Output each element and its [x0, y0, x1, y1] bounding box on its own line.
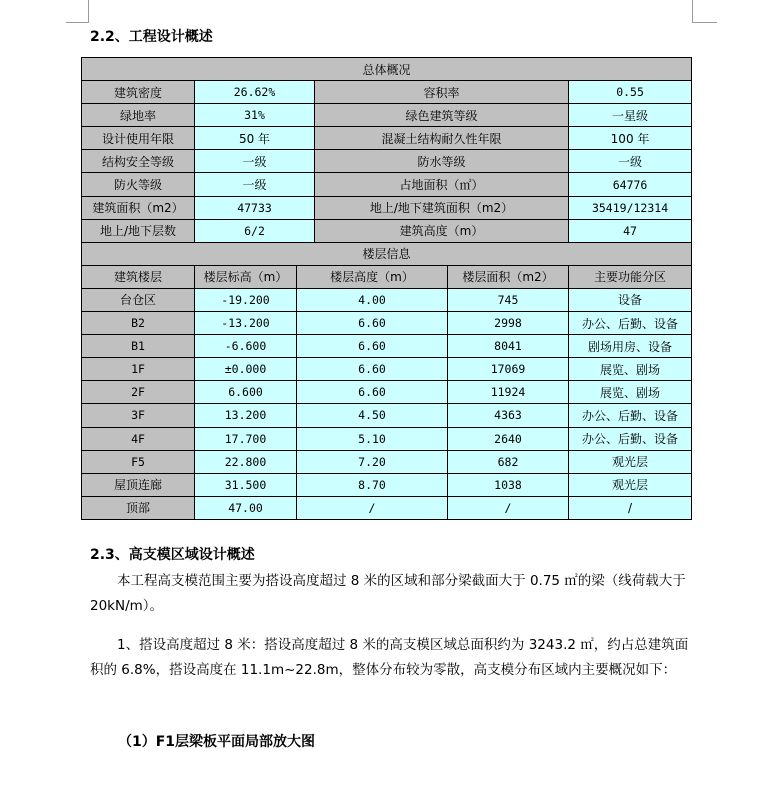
overview-label: 绿地率 — [82, 104, 195, 127]
floor-row — [82, 427, 692, 450]
floor-cell: 13.200 — [195, 404, 297, 427]
floor-cell: 4363 — [448, 404, 569, 427]
floor-cell: 11924 — [448, 381, 569, 404]
section-heading-design-overview: 2.2、工程设计概述 — [90, 29, 213, 45]
subheading-f1-plan: （1）F1层梁板平面局部放大图 — [118, 734, 316, 750]
floor-cell: 2F — [82, 381, 195, 404]
floor-cell: 4F — [82, 427, 195, 450]
overview-row — [82, 173, 692, 196]
page-corner-mark-left — [66, 0, 89, 23]
overview-label: 建筑面积（m2） — [82, 196, 195, 219]
floor-cell: ±0.000 — [195, 358, 297, 381]
floor-cell: 6.60 — [297, 335, 448, 358]
overview-row — [82, 219, 692, 242]
floor-cell: 6.600 — [195, 381, 297, 404]
overview-value: 50 年 — [195, 127, 315, 150]
overview-value: 100 年 — [569, 127, 692, 150]
floor-cell: B2 — [82, 312, 195, 335]
floor-cell: 台仓区 — [82, 288, 195, 311]
overview-value: 26.62% — [195, 81, 315, 104]
floor-cell: 4.50 — [297, 404, 448, 427]
floor-cell: 观光层 — [569, 450, 692, 473]
project-spec-table — [81, 57, 692, 520]
floor-cell: B1 — [82, 335, 195, 358]
floor-cell: 展览、剧场 — [569, 358, 692, 381]
floor-row — [82, 381, 692, 404]
floor-cell: F5 — [82, 450, 195, 473]
floor-cell: 5.10 — [297, 427, 448, 450]
floor-cell: 6.60 — [297, 381, 448, 404]
floor-row — [82, 358, 692, 381]
body-paragraph: 本工程高支模范围主要为搭设高度超过 8 米的区域和部分梁截面大于 0.75 ㎡的梁（线荷载大于 20kN/m）。 — [90, 573, 686, 614]
floor-cell: / — [297, 496, 448, 519]
overview-value: 64776 — [569, 173, 692, 196]
overview-row — [82, 81, 692, 104]
overview-label: 容积率 — [315, 81, 569, 104]
overview-value: 47 — [569, 219, 692, 242]
floor-cell: 办公、后勤、设备 — [569, 404, 692, 427]
floor-cell: 6.60 — [297, 312, 448, 335]
overview-label: 建筑高度（m） — [315, 219, 569, 242]
floor-cell: 屋顶连廊 — [82, 473, 195, 496]
floor-cell: 8.70 — [297, 473, 448, 496]
floor-cell: 办公、后勤、设备 — [569, 312, 692, 335]
floor-cell: 剧场用房、设备 — [569, 335, 692, 358]
floor-row — [82, 404, 692, 427]
floor-cell: 22.800 — [195, 450, 297, 473]
overview-value: 一级 — [195, 150, 315, 173]
overview-value: 一星级 — [569, 104, 692, 127]
floor-cell: 8041 — [448, 335, 569, 358]
floor-cell: / — [448, 496, 569, 519]
floor-cell: -19.200 — [195, 288, 297, 311]
floors-column-header: 建筑楼层 — [82, 265, 195, 288]
overview-label: 防水等级 — [315, 150, 569, 173]
floor-row — [82, 312, 692, 335]
overview-label: 占地面积（㎡） — [315, 173, 569, 196]
overview-label: 建筑密度 — [82, 81, 195, 104]
floor-cell: 顶部 — [82, 496, 195, 519]
overview-title: 总体概况 — [82, 58, 692, 81]
floor-cell: 4.00 — [297, 288, 448, 311]
floor-cell: / — [569, 496, 692, 519]
floor-cell: 设备 — [569, 288, 692, 311]
overview-label: 防火等级 — [82, 173, 195, 196]
overview-label: 地上/地下层数 — [82, 219, 195, 242]
overview-label: 设计使用年限 — [82, 127, 195, 150]
overview-label: 地上/地下建筑面积（m2） — [315, 196, 569, 219]
floor-cell: 17.700 — [195, 427, 297, 450]
overview-value: 0.55 — [569, 81, 692, 104]
overview-value: 47733 — [195, 196, 315, 219]
overview-row — [82, 104, 692, 127]
floors-column-header: 楼层标高（m） — [195, 265, 297, 288]
overview-label: 绿色建筑等级 — [315, 104, 569, 127]
floor-cell: 47.00 — [195, 496, 297, 519]
floor-cell: 观光层 — [569, 473, 692, 496]
floor-cell: 3F — [82, 404, 195, 427]
floors-column-header: 主要功能分区 — [569, 265, 692, 288]
overview-row — [82, 127, 692, 150]
overview-row — [82, 150, 692, 173]
overview-label: 结构安全等级 — [82, 150, 195, 173]
overview-value: 6/2 — [195, 219, 315, 242]
floor-cell: 682 — [448, 450, 569, 473]
floor-cell: -6.600 — [195, 335, 297, 358]
floor-cell: 1038 — [448, 473, 569, 496]
floor-row — [82, 335, 692, 358]
floor-cell: 6.60 — [297, 358, 448, 381]
floor-cell: 2998 — [448, 312, 569, 335]
floors-column-header: 楼层面积（m2） — [448, 265, 569, 288]
overview-value: 一级 — [569, 150, 692, 173]
overview-label: 混凝土结构耐久性年限 — [315, 127, 569, 150]
floor-cell: 745 — [448, 288, 569, 311]
overview-value: 一级 — [195, 173, 315, 196]
floors-column-header: 楼层高度（m） — [297, 265, 448, 288]
overview-value: 35419/12314 — [569, 196, 692, 219]
floor-cell: 31.500 — [195, 473, 297, 496]
body-paragraph: 1、搭设高度超过 8 米：搭设高度超过 8 米的高支模区域总面积约为 3243.2 ㎡，约占总建筑面积的 6.8%，搭设高度在 11.1m~22.8m，整体分布较为零散，高支模分布区域内主要概况如下： — [90, 637, 689, 678]
floors-header-row — [82, 265, 692, 288]
overview-row — [82, 196, 692, 219]
floors-title: 楼层信息 — [82, 242, 692, 265]
floor-row — [82, 288, 692, 311]
overview-value: 31% — [195, 104, 315, 127]
page-corner-mark-right — [692, 0, 717, 23]
floor-row — [82, 473, 692, 496]
floor-cell: 展览、剧场 — [569, 381, 692, 404]
floor-cell: 2640 — [448, 427, 569, 450]
section-heading-high-formwork: 2.3、高支模区域设计概述 — [90, 547, 255, 563]
floor-row — [82, 450, 692, 473]
floor-row — [82, 496, 692, 519]
floor-cell: 办公、后勤、设备 — [569, 427, 692, 450]
floor-cell: 1F — [82, 358, 195, 381]
floor-cell: 17069 — [448, 358, 569, 381]
floor-cell: 7.20 — [297, 450, 448, 473]
floor-cell: -13.200 — [195, 312, 297, 335]
